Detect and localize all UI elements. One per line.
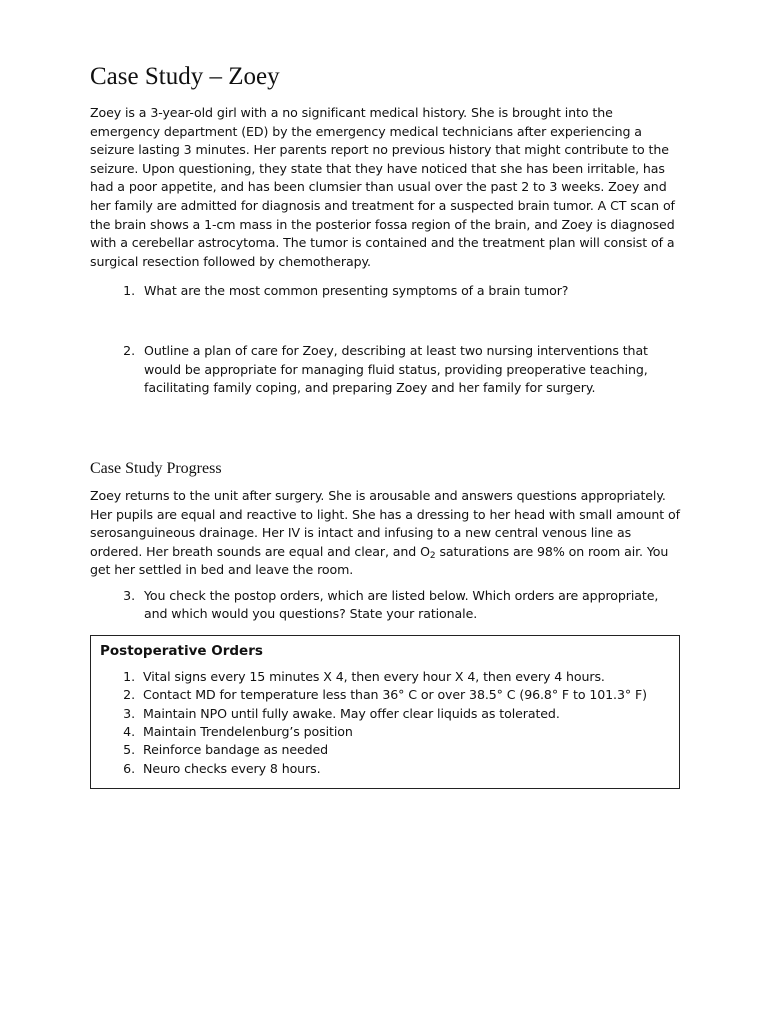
order-item: [100, 686, 669, 704]
progress-text-after: saturations are 98% on room air. You get her settled in bed and leave the room.: [90, 543, 669, 578]
order-item: [100, 723, 669, 741]
order-item: [100, 705, 669, 723]
order-number: 5.: [123, 742, 135, 758]
order-item: [100, 760, 669, 778]
question-number: 2.: [123, 342, 135, 358]
order-text: Reinforce bandage as needed: [143, 742, 329, 758]
progress-paragraph: [90, 487, 680, 580]
question-text: Outline a plan of care for Zoey, describing at least two nursing interventions that would be appropriate for managing fluid status, providing preoperative teaching, facilitating family coping, and preparing Zoey and her family for surgery.: [144, 342, 648, 396]
order-item: [100, 741, 669, 759]
question-text: What are the most common presenting symptoms of a brain tumor?: [144, 283, 569, 299]
order-number: 1.: [123, 669, 135, 685]
order-item: [100, 668, 669, 686]
intro-paragraph: Zoey is a 3-year-old girl with a no significant medical history. She is brought into the emergency department (ED) by the emergency medical technicians after experiencing a seizure lasting 3 minutes. Her parents report no previous history that might contribute to the seizure. Upon questioning, they state that they have noticed that she has been irritable, has had a poor appetite, and has been clumsier than usual over the past 2 to 3 weeks. Zoey and her family are admitted for diagnosis and treatment for a suspected brain tumor. A CT scan of the brain shows a 1-cm mass in the posterior fossa region of the brain, and Zoey is diagnosed with a cerebellar astrocytoma. The tumor is contained and the treatment plan will consist of a surgical resection followed by chemotherapy.: [90, 105, 675, 269]
postoperative-orders-box: [90, 635, 680, 789]
order-text: Neuro checks every 8 hours.: [143, 760, 321, 776]
order-text: Maintain Trendelenburg’s position: [143, 723, 353, 739]
document-title: Case Study – Zoey: [90, 63, 280, 90]
order-number: 3.: [123, 705, 135, 721]
question-3: [90, 587, 680, 624]
question-1: [90, 282, 680, 301]
order-text: Maintain NPO until fully awake. May offer clear liquids as tolerated.: [143, 705, 560, 721]
question-number: 1.: [123, 283, 135, 299]
order-number: 6.: [123, 760, 135, 776]
orders-title: Postoperative Orders: [100, 643, 263, 660]
oxygen-subscript: 2: [429, 550, 436, 561]
question-2: [90, 342, 680, 398]
progress-text-before: Zoey returns to the unit after surgery. She is arousable and answers questions appropriately. Her pupils are equal and reactive to light. She has a dressing to her head with small amount of serosanguineous drainage. Her IV is intact and infusing to a new central venous line as ordered. Her breath sounds are equal and clear, and O: [90, 487, 680, 559]
question-number: 3.: [123, 587, 135, 603]
order-number: 2.: [123, 687, 135, 703]
order-number: 4.: [123, 723, 135, 739]
order-text: Vital signs every 15 minutes X 4, then every hour X 4, then every 4 hours.: [143, 669, 605, 685]
question-text: You check the postop orders, which are listed below. Which orders are appropriate, and which would you questions? State your rationale.: [144, 587, 659, 622]
document-page: [90, 62, 680, 789]
progress-heading: Case Study Progress: [90, 459, 222, 477]
order-text: Contact MD for temperature less than 36° C or over 38.5° C (96.8° F to 101.3° F): [143, 687, 647, 703]
